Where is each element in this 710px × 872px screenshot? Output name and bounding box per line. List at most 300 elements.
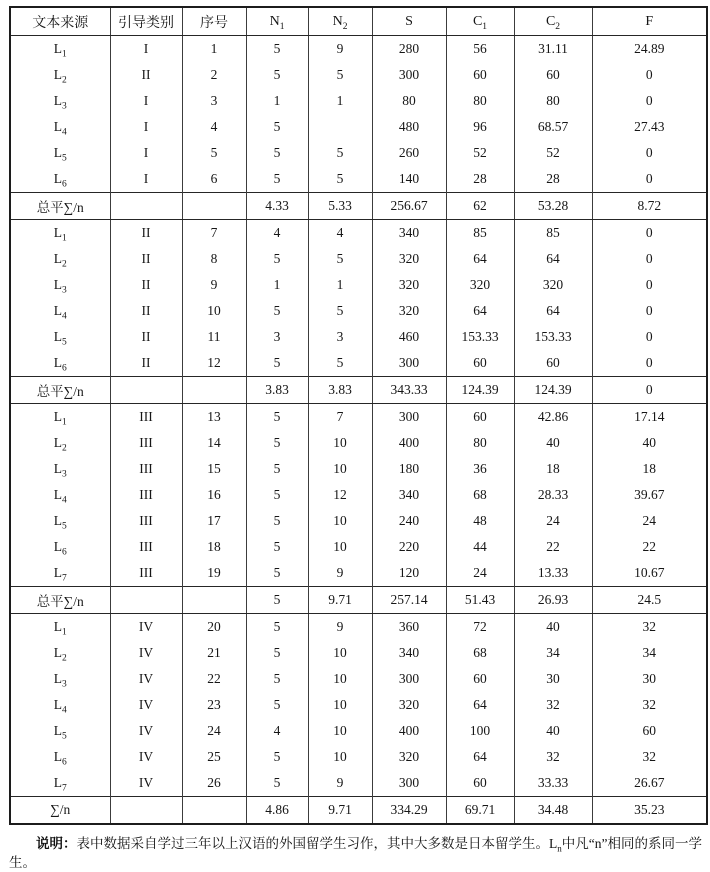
table-cell: 320 [372,272,446,298]
table-cell: 10 [308,456,372,482]
table-cell: II [110,62,182,88]
table-row [10,430,707,456]
table-cell: 10 [308,744,372,770]
table-cell: $L_6$ [10,166,110,193]
table-cell: 5 [308,62,372,88]
table-cell: 5 [246,456,308,482]
table-cell: III [110,404,182,431]
table-cell: 24 [446,560,514,587]
table-cell: $L_6$ [10,744,110,770]
table-cell: 32 [514,692,592,718]
table-cell: 180 [372,456,446,482]
table-cell: I [110,114,182,140]
table-cell: 48 [446,508,514,534]
table-cell: 320 [372,246,446,272]
header-cell: 引导类别 [110,7,182,36]
table-cell: 10 [182,298,246,324]
table-cell: 5 [308,246,372,272]
table-cell: 12 [182,350,246,377]
table-cell: 32 [592,614,707,641]
table-cell: 34 [592,640,707,666]
table-cell: II [110,246,182,272]
table-cell: 5 [246,534,308,560]
table-cell: 5 [246,692,308,718]
table-cell: 257.14 [372,587,446,614]
table-cell: ∑/n [10,797,110,825]
table-cell: IV [110,692,182,718]
table-cell: 10 [308,666,372,692]
table-cell: 256.67 [372,193,446,220]
table-cell: I [110,140,182,166]
table-cell: 22 [514,534,592,560]
table-cell: 5 [246,770,308,797]
table-cell: $L_6$ [10,350,110,377]
table-cell: 300 [372,404,446,431]
table-cell: 5 [308,140,372,166]
table-cell: 10 [308,640,372,666]
table-cell: 10.67 [592,560,707,587]
table-cell: 80 [514,88,592,114]
table-cell: III [110,560,182,587]
table-cell: 1 [246,88,308,114]
table-cell: 4 [246,718,308,744]
table-cell: 0 [592,166,707,193]
header-cell: 序号 [182,7,246,36]
table-cell: $L_2$ [10,430,110,456]
table-cell: $L_1$ [10,220,110,247]
table-cell: 14 [182,430,246,456]
table-cell: 60 [514,62,592,88]
table-cell: 35.23 [592,797,707,825]
table-row [10,220,707,247]
table-row [10,114,707,140]
table-cell [110,193,182,220]
table-cell: 0 [592,377,707,404]
header-cell: $C_1$ [446,7,514,36]
table-cell: 28 [514,166,592,193]
header-cell: $C_2$ [514,7,592,36]
table-cell: 120 [372,560,446,587]
table-cell: $L_4$ [10,114,110,140]
table-cell: 5 [246,114,308,140]
table-cell: 10 [308,430,372,456]
table-cell: 320 [514,272,592,298]
table-cell [110,377,182,404]
table-cell: $L_1$ [10,614,110,641]
table-cell: 18 [514,456,592,482]
table-cell: 5 [246,666,308,692]
table-cell: 26.93 [514,587,592,614]
table-row [10,508,707,534]
table-cell: 1 [182,36,246,63]
table-cell: 24 [514,508,592,534]
table-cell [110,797,182,825]
table-cell: 32 [592,692,707,718]
table-cell: 53.28 [514,193,592,220]
table-cell: 10 [308,534,372,560]
table-cell: $L_1$ [10,36,110,63]
table-cell: 总平∑/n [10,587,110,614]
table-cell: 13.33 [514,560,592,587]
table-cell: 13 [182,404,246,431]
table-row [10,88,707,114]
table-cell: 40 [514,614,592,641]
table-cell: 30 [514,666,592,692]
table-cell: I [110,36,182,63]
summary-row [10,797,707,825]
table-cell: IV [110,666,182,692]
table-cell: II [110,298,182,324]
table-cell: 68 [446,482,514,508]
table-cell: 64 [446,744,514,770]
table-cell: 0 [592,88,707,114]
table-cell: II [110,350,182,377]
table-cell: $L_3$ [10,272,110,298]
table-cell: 28.33 [514,482,592,508]
table-row [10,140,707,166]
table-cell: 68 [446,640,514,666]
table-cell: 5 [246,350,308,377]
table-cell: 4.33 [246,193,308,220]
table-cell: 3.83 [308,377,372,404]
table-cell: 51.43 [446,587,514,614]
table-cell: 62 [446,193,514,220]
table-row [10,456,707,482]
table-cell: II [110,220,182,247]
table-row [10,482,707,508]
table-cell: 340 [372,640,446,666]
table-cell: 7 [182,220,246,247]
table-cell: 220 [372,534,446,560]
table-cell: 300 [372,666,446,692]
table-cell: 15 [182,456,246,482]
table-cell: 24.89 [592,36,707,63]
table-cell: III [110,430,182,456]
table-cell: 5 [308,298,372,324]
footnote-text-before: 表中数据采自学过三年以上汉语的外国留学生习作，其中大多数是日本留学生。 [76,836,549,851]
table-cell: 31.11 [514,36,592,63]
table-cell: $L_7$ [10,770,110,797]
table-cell: 85 [514,220,592,247]
table-row [10,246,707,272]
table-cell: 334.29 [372,797,446,825]
footnote-ln-symbol: $L_n$ [549,836,562,854]
table-cell: III [110,482,182,508]
table-cell: IV [110,744,182,770]
table-cell: 100 [446,718,514,744]
table-cell: 总平∑/n [10,377,110,404]
table-cell: 总平∑/n [10,193,110,220]
table-cell: III [110,534,182,560]
table-cell: 1 [308,88,372,114]
table-cell: 19 [182,560,246,587]
table-cell: 39.67 [592,482,707,508]
table-cell: 64 [514,246,592,272]
table-cell: 80 [372,88,446,114]
table-cell: II [110,324,182,350]
header-row [10,7,707,36]
table-cell: 9.71 [308,797,372,825]
table-cell: 22 [592,534,707,560]
table-cell: 17 [182,508,246,534]
table-cell: 80 [446,88,514,114]
table-cell: $L_4$ [10,482,110,508]
summary-row [10,193,707,220]
table-cell: IV [110,770,182,797]
table-cell: 2 [182,62,246,88]
table-row [10,404,707,431]
table-cell: 9 [308,770,372,797]
table-cell: 30 [592,666,707,692]
table-row [10,744,707,770]
table-cell [182,587,246,614]
table-cell: 26 [182,770,246,797]
table-cell: 68.57 [514,114,592,140]
table-cell: 64 [446,692,514,718]
table-cell: 320 [446,272,514,298]
table-cell: 64 [514,298,592,324]
table-cell: $L_4$ [10,298,110,324]
table-cell: 9 [308,614,372,641]
table-row [10,560,707,587]
table-cell: 60 [446,62,514,88]
table-cell: $L_5$ [10,140,110,166]
header-cell: 文本来源 [10,7,110,36]
table-cell: 153.33 [446,324,514,350]
table-cell: 60 [446,666,514,692]
table-cell: 5 [246,62,308,88]
table-cell: 3 [308,324,372,350]
table-cell: 33.33 [514,770,592,797]
table-cell: 1 [308,272,372,298]
table-row [10,298,707,324]
table-row [10,614,707,641]
table-cell: 85 [446,220,514,247]
summary-row [10,587,707,614]
table-cell: 124.39 [446,377,514,404]
table-cell: 4.86 [246,797,308,825]
table-cell: 124.39 [514,377,592,404]
table-row [10,36,707,63]
table-cell: 5 [246,744,308,770]
table-cell: 5 [246,560,308,587]
table-cell: 153.33 [514,324,592,350]
table-cell: 4 [308,220,372,247]
table-body [10,36,707,825]
table-cell: 5 [246,614,308,641]
table-row [10,770,707,797]
table-cell: 480 [372,114,446,140]
table-cell: 240 [372,508,446,534]
table-cell: 0 [592,140,707,166]
footnote-text-after: 中凡“n”相同的系同一学生。 [9,836,702,870]
table-cell: 8.72 [592,193,707,220]
table-cell: 6 [182,166,246,193]
table-cell: 0 [592,298,707,324]
table-cell: 0 [592,272,707,298]
table-cell: 5 [246,508,308,534]
table-cell: 40 [514,718,592,744]
table-cell: 460 [372,324,446,350]
footnote-label: 说明： [36,836,77,851]
table-cell: 18 [182,534,246,560]
table-cell: 60 [446,404,514,431]
table-cell: 5 [246,36,308,63]
table-cell: 5 [246,140,308,166]
table-cell: 25 [182,744,246,770]
table-cell: 0 [592,350,707,377]
table-cell: IV [110,718,182,744]
table-cell: 5 [246,640,308,666]
table-cell: 40 [514,430,592,456]
table-cell: 5 [246,166,308,193]
table-cell: 260 [372,140,446,166]
table-cell: 34.48 [514,797,592,825]
table-cell: 72 [446,614,514,641]
table-cell: $L_5$ [10,324,110,350]
table-cell: 9 [308,560,372,587]
table-cell: 24 [182,718,246,744]
table-cell [182,193,246,220]
table-cell: 5 [246,430,308,456]
table-cell: $L_1$ [10,404,110,431]
table-cell: 5 [246,404,308,431]
table-row [10,62,707,88]
table-cell: 17.14 [592,404,707,431]
table-cell: 280 [372,36,446,63]
table-cell: 16 [182,482,246,508]
table-cell: I [110,166,182,193]
table-cell: 12 [308,482,372,508]
table-cell: III [110,508,182,534]
table-row [10,272,707,298]
table-cell: 56 [446,36,514,63]
table-cell: 1 [246,272,308,298]
table-cell [182,377,246,404]
table-cell: 34 [514,640,592,666]
table-cell: 10 [308,508,372,534]
table-cell: 60 [592,718,707,744]
table-cell: II [110,272,182,298]
table-cell: 23 [182,692,246,718]
table-cell: $L_2$ [10,246,110,272]
table-cell: $L_4$ [10,692,110,718]
table-cell: 0 [592,246,707,272]
table-cell: 60 [514,350,592,377]
table-cell: 0 [592,324,707,350]
table-cell: 300 [372,770,446,797]
table-cell: III [110,456,182,482]
table-cell: $L_3$ [10,456,110,482]
table-cell: 5 [246,587,308,614]
table-header [10,7,707,36]
table-cell: $L_6$ [10,534,110,560]
table-cell: 80 [446,430,514,456]
table-cell: 4 [246,220,308,247]
data-table [9,6,708,825]
table-cell: 96 [446,114,514,140]
table-cell: 8 [182,246,246,272]
table-cell [182,797,246,825]
table-cell: 4 [182,114,246,140]
table-cell: 18 [592,456,707,482]
table-cell: 40 [592,430,707,456]
table-cell: 24 [592,508,707,534]
table-cell: 9 [182,272,246,298]
table-cell: 360 [372,614,446,641]
table-cell: 60 [446,770,514,797]
table-cell: 52 [514,140,592,166]
table-cell: 320 [372,744,446,770]
table-cell: 300 [372,350,446,377]
table-cell: 320 [372,298,446,324]
table-cell: 60 [446,350,514,377]
table-cell: IV [110,614,182,641]
table-cell: 64 [446,246,514,272]
table-row [10,640,707,666]
table-cell: 5 [182,140,246,166]
table-row [10,350,707,377]
table-cell: 21 [182,640,246,666]
table-cell: 32 [592,744,707,770]
table-cell: 20 [182,614,246,641]
table-cell: 0 [592,62,707,88]
table-cell: 11 [182,324,246,350]
table-cell: 22 [182,666,246,692]
table-cell: 44 [446,534,514,560]
table-cell: 9.71 [308,587,372,614]
header-cell: F [592,7,707,36]
table-cell: 140 [372,166,446,193]
table-cell: $L_3$ [10,88,110,114]
table-row [10,692,707,718]
table-cell [308,114,372,140]
table-cell: 400 [372,430,446,456]
table-cell: $L_5$ [10,718,110,744]
table-cell: 3 [246,324,308,350]
table-cell: 5 [308,166,372,193]
table-cell: 10 [308,718,372,744]
table-cell: 52 [446,140,514,166]
table-cell: 26.67 [592,770,707,797]
table-cell: IV [110,640,182,666]
table-cell: 64 [446,298,514,324]
header-cell: $N_1$ [246,7,308,36]
table-cell: 10 [308,692,372,718]
table-row [10,534,707,560]
table-cell: 9 [308,36,372,63]
table-cell: 24.5 [592,587,707,614]
table-row [10,166,707,193]
footnote [9,834,704,872]
table-cell: 5 [308,350,372,377]
table-cell: $L_2$ [10,640,110,666]
table-cell: 5 [246,246,308,272]
table-cell: 0 [592,220,707,247]
table-cell [110,587,182,614]
table-cell: 300 [372,62,446,88]
table-cell: $L_7$ [10,560,110,587]
table-cell: 32 [514,744,592,770]
table-cell: 5.33 [308,193,372,220]
table-cell: 3.83 [246,377,308,404]
table-cell: 320 [372,692,446,718]
table-cell: I [110,88,182,114]
table-row [10,718,707,744]
table-cell: $L_5$ [10,508,110,534]
table-cell: 7 [308,404,372,431]
table-cell: 340 [372,482,446,508]
